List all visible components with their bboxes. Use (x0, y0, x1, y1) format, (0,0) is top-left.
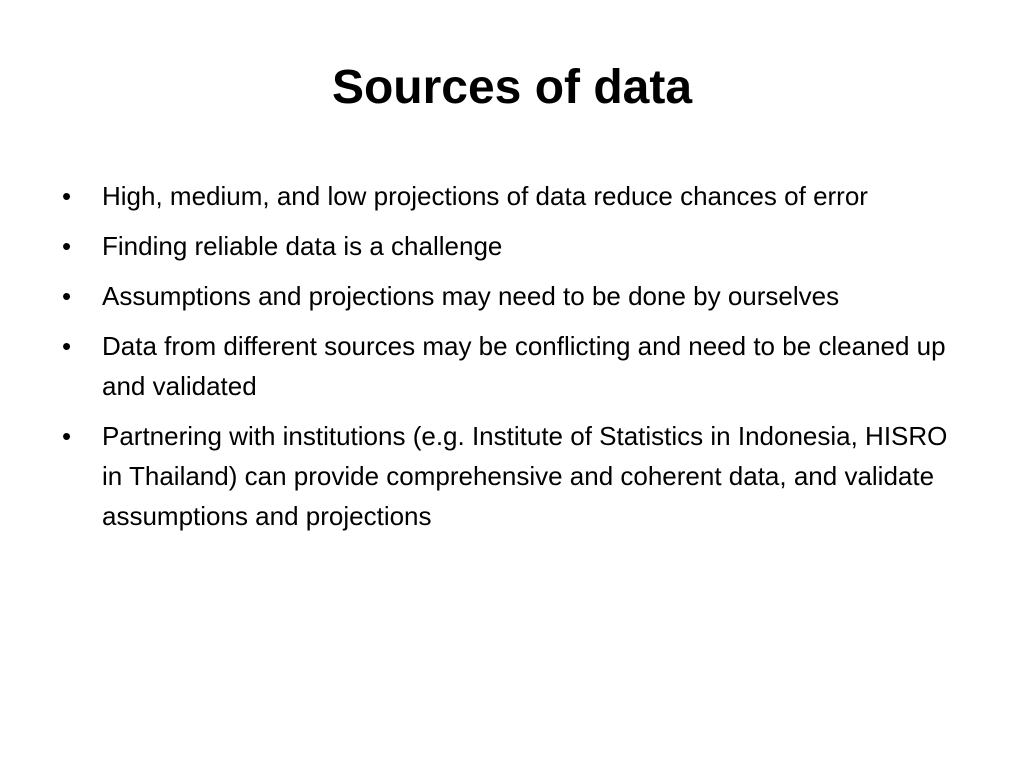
bullet-dot-icon: • (62, 231, 72, 261)
bullet-text: Partnering with institutions (e.g. Institute of Statistics in Indonesia, HISRO in Thailand) can provide comprehensive and coherent data, and validate assumptions and projections (102, 421, 948, 531)
bullet-dot-icon: • (62, 181, 72, 211)
bullet-item (62, 326, 962, 406)
bullet-item (62, 276, 962, 316)
slide-title: Sources of data (331, 61, 693, 114)
bullet-list (62, 176, 962, 546)
bullet-dot-icon: • (62, 421, 72, 451)
bullet-text: Data from different sources may be conflicting and need to be cleaned up and validated (102, 331, 946, 401)
bullet-item (62, 176, 962, 216)
bullet-text: Finding reliable data is a challenge (102, 231, 503, 261)
bullet-text: High, medium, and low projections of data reduce chances of error (102, 181, 868, 211)
bullet-dot-icon: • (62, 281, 72, 311)
bullet-item (62, 416, 962, 536)
bullet-item (62, 226, 962, 266)
bullet-text: Assumptions and projections may need to be done by ourselves (102, 281, 840, 311)
bullet-dot-icon: • (62, 331, 72, 361)
